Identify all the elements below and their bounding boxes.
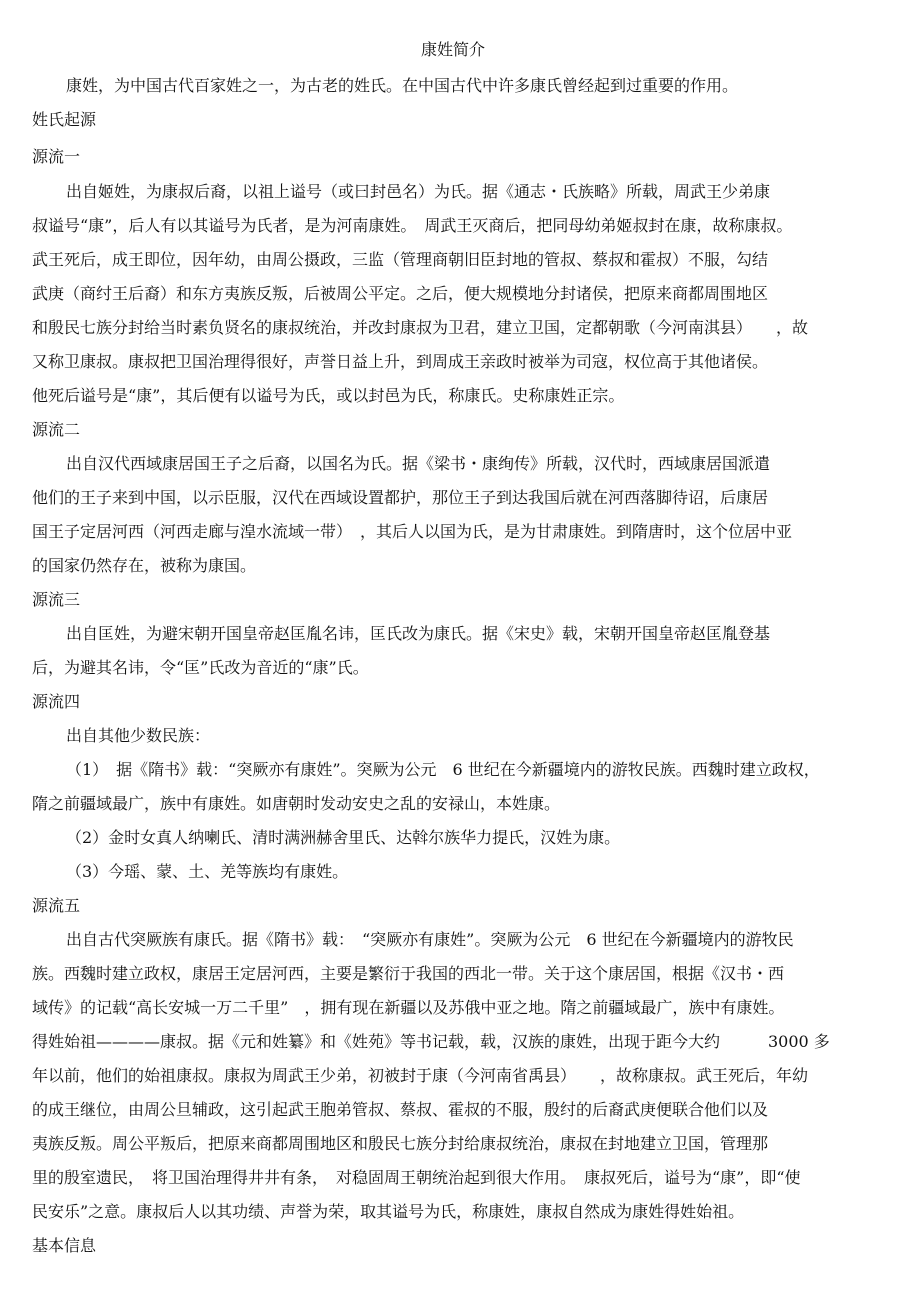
paragraph-line: 年以前，他们的始祖康叔。康叔为周武王少弟，初被封于康（今河南省禹县） ，故称康叔。武王死后，年幼 (32, 1066, 809, 1085)
section-heading-basic-info: 基本信息 (32, 1236, 97, 1255)
section-heading-source-1: 源流一 (32, 147, 81, 166)
paragraph-line: 出自其他少数民族： (66, 726, 211, 745)
list-item: （2）金时女真人纳喇氏、清时满洲赫舍里氏、达斡尔族华力提氏，汉姓为康。 (66, 828, 621, 847)
list-item: （3）今瑶、蒙、土、羌等族均有康姓。 (66, 862, 349, 881)
section-heading-origin: 姓氏起源 (32, 110, 97, 129)
paragraph-line: 他死后谥号是“康”，其后便有以谥号为氏，或以封邑为氏，称康氏。史称康姓正宗。 (32, 386, 625, 405)
paragraph-line: 又称卫康叔。康叔把卫国治理得很好，声誉日益上升，到周成王亲政时被举为司寇，权位高于其他诸侯。 (32, 352, 769, 371)
paragraph-line: 国王子定居河西（河西走廊与湟水流域一带） ，其后人以国为氏，是为甘肃康姓。到隋唐时，这个位居中亚 (32, 522, 793, 541)
intro-paragraph: 康姓，为中国古代百家姓之一，为古老的姓氏。在中国古代中许多康氏曾经起到过重要的作用。 (66, 76, 739, 95)
paragraph-line: 出自姬姓，为康叔后裔，以祖上谥号（或曰封邑名）为氏。据《通志・氏族略》所载，周武王少弟康 (66, 182, 771, 201)
paragraph-line: 里的殷室遗民， 将卫国治理得井井有条， 对稳固周王朝统治起到很大作用。 康叔死后，谥号为“康”，即“使 (32, 1168, 801, 1187)
section-heading-source-5: 源流五 (32, 896, 81, 915)
paragraph-line: 域传》的记载“高长安城一万二千里” ，拥有现在新疆以及苏俄中亚之地。隋之前疆域最广，族中有康姓。 (32, 998, 785, 1017)
paragraph-line: 武庚（商纣王后裔）和东方夷族反叛，后被周公平定。之后，便大规模地分封诸侯，把原来商都周围地区 (32, 284, 769, 303)
paragraph-line: 叔谥号“康”，后人有以其谥号为氏者，是为河南康姓。 周武王灭商后，把同母幼弟姬叔封在康，故称康叔。 (32, 216, 793, 235)
paragraph-line: 民安乐”之意。康叔后人以其功绩、声誉为荣，取其谥号为氏，称康姓，康叔自然成为康姓得姓始祖。 (32, 1202, 745, 1221)
paragraph-line: 族。西魏时建立政权，康居王定居河西，主要是繁衍于我国的西北一带。关于这个康居国，根据《汉书・西 (32, 964, 785, 983)
paragraph-line: 后，为避其名讳，令“匡”氏改为音近的“康”氏。 (32, 658, 369, 677)
paragraph-line: 武王死后，成王即位，因年幼，由周公摄政，三监（管理商朝旧臣封地的管叔、蔡叔和霍叔）不服，勾结 (32, 250, 769, 269)
paragraph-line: 出自匡姓，为避宋朝开国皇帝赵匡胤名讳，匡氏改为康氏。据《宋史》载，宋朝开国皇帝赵匡胤登基 (66, 624, 771, 643)
section-heading-source-2: 源流二 (32, 420, 81, 439)
paragraph-line: 他们的王子来到中国，以示臣服，汉代在西域设置都护，那位王子到达我国后就在河西落脚待诏，后康居 (32, 488, 769, 507)
list-item: （1） 据《隋书》载：“突厥亦有康姓”。突厥为公元 6 世纪在今新疆境内的游牧民族。西魏时建立政权， (66, 760, 820, 779)
paragraph-line: 的国家仍然存在，被称为康国。 (32, 556, 257, 575)
paragraph-line: 出自汉代西域康居国王子之后裔，以国名为氏。据《梁书・康绚传》所载，汉代时，西域康居国派遣 (66, 454, 771, 473)
section-heading-source-3: 源流三 (32, 590, 81, 609)
paragraph-line: 夷族反叛。周公平叛后，把原来商都周围地区和殷民七族分封给康叔统治，康叔在封地建立卫国，管理那 (32, 1134, 769, 1153)
section-heading-source-4: 源流四 (32, 692, 81, 711)
paragraph-line: 的成王继位，由周公旦辅政，这引起武王胞弟管叔、蔡叔、霍叔的不服，殷纣的后裔武庚便联合他们以及 (32, 1100, 769, 1119)
paragraph-line: 隋之前疆域最广，族中有康姓。如唐朝时发动安史之乱的安禄山，本姓康。 (32, 794, 561, 813)
page-title: 康姓简介 (421, 40, 486, 59)
paragraph-line: 得姓始祖————康叔。据《元和姓纂》和《姓苑》等书记载，载，汉族的康姓，出现于距今大约 3000 多 (32, 1032, 830, 1051)
paragraph-line: 和殷民七族分封给当时素负贤名的康叔统治，并改封康叔为卫君，建立卫国，定都朝歌（今河南淇县） ，故 (32, 318, 809, 337)
paragraph-line: 出自古代突厥族有康氏。据《隋书》载： “突厥亦有康姓”。突厥为公元 6 世纪在今新疆境内的游牧民 (66, 930, 794, 949)
